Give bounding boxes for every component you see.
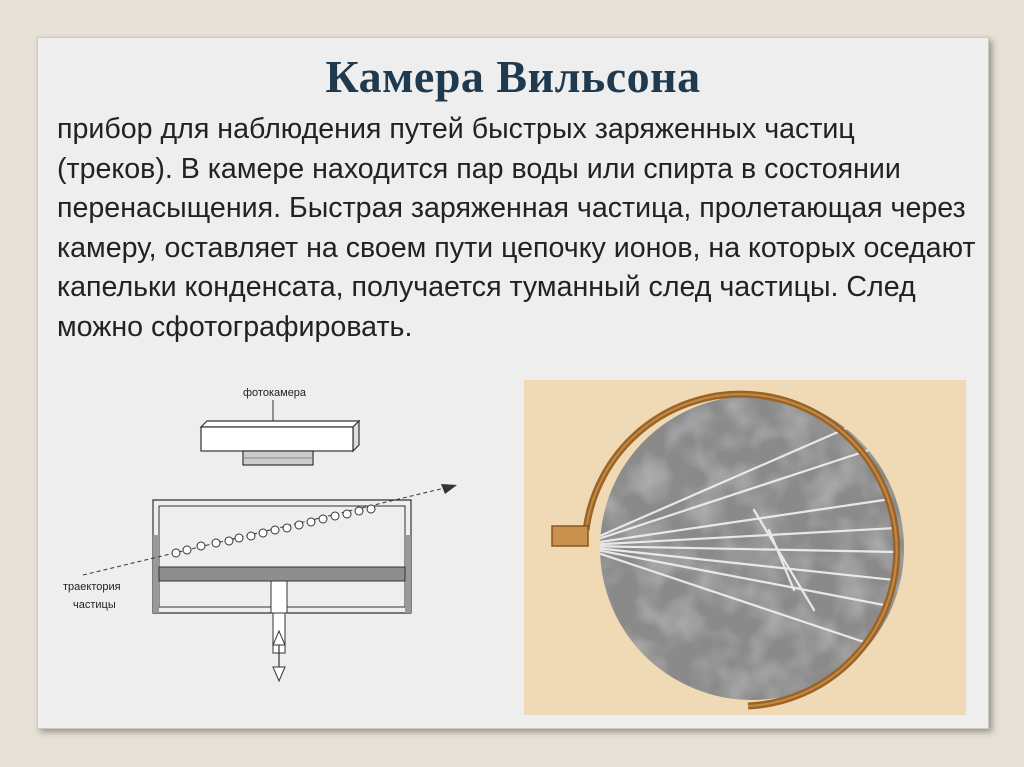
slide-title: Камера Вильсона — [325, 51, 701, 102]
trajectory-label-line2: частицы — [73, 599, 116, 611]
chamber-photo — [524, 380, 966, 715]
particle-trajectory — [83, 484, 457, 575]
camera-body — [201, 421, 359, 465]
slide — [37, 37, 989, 729]
description-text: прибор для наблюдения путей быстрых заряженных частиц (треков). В камере находится пар воды или спирта в состоянии перенасыщения. Быстрая заряженная частица, пролетающая через камеру, оставляет на своем пути цепочку ионов, на которых оседают капельки конденсата, получается туманный след частицы. След можно сфотографировать. — [57, 113, 976, 343]
trajectory-label-line1: траектория — [63, 581, 121, 593]
cloud-chamber-diagram — [53, 383, 473, 693]
chamber-inlet — [552, 526, 588, 546]
camera-label: фотокамера — [243, 387, 307, 399]
